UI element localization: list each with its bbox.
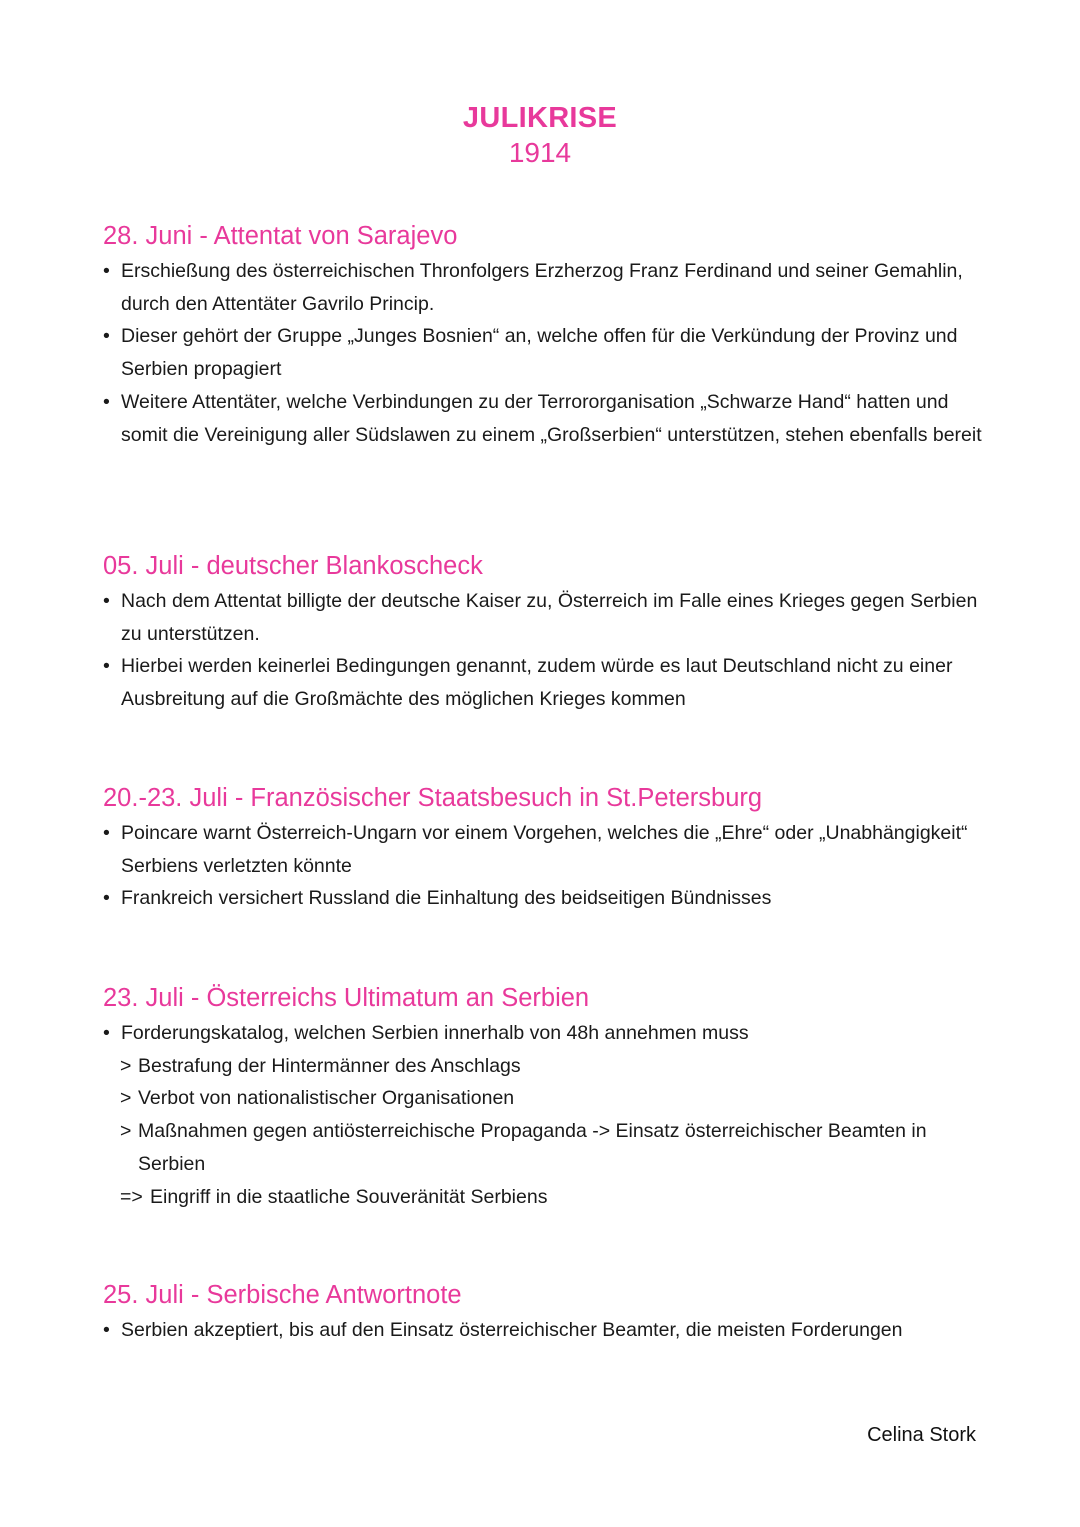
demand-item <box>103 1115 983 1180</box>
bullet-item: • Serbien akzeptiert, bis auf den Einsatz österreichischer Beamter, die meisten Forderungen <box>103 1314 983 1347</box>
bullet-item: • Weitere Attentäter, welche Verbindungen zu der Terrororganisation „Schwarze Hand“ hatten und somit die Vereinigung aller Südslawen zu einem „Großserbien“ unterstützen, stehen ebenfalls bereit <box>103 386 983 451</box>
bullet-list <box>103 585 983 716</box>
section-heading: 05. Juli - deutscher Blankoscheck <box>103 552 483 580</box>
bullet-list <box>103 1017 983 1050</box>
demand-item <box>103 1050 983 1083</box>
bullet-item: • Poincare warnt Österreich-Ungarn vor einem Vorgehen, welches die „Ehre“ oder „Unabhängigkeit“ Serbiens verletzten könnte <box>103 817 983 882</box>
conclusion-item <box>103 1181 983 1214</box>
section-attentat-sarajevo <box>103 219 983 451</box>
section-heading: 28. Juni - Attentat von Sarajevo <box>103 222 458 250</box>
document-header <box>0 100 1080 170</box>
arrow-marker: > <box>120 1120 132 1143</box>
section-antwortnote <box>103 1278 983 1347</box>
arrow-marker: > <box>120 1087 132 1110</box>
section-heading: 23. Juli - Österreichs Ultimatum an Serbien <box>103 984 590 1012</box>
demand-item <box>103 1082 983 1115</box>
bullet-list <box>103 1314 983 1347</box>
arrow-marker: > <box>120 1054 132 1077</box>
bullet-item: • Forderungskatalog, welchen Serbien innerhalb von 48h annehmen muss <box>103 1017 983 1050</box>
bullet-item: • Erschießung des österreichischen Thronfolgers Erzherzog Franz Ferdinand und seiner Gemahlin, durch den Attentäter Gavrilo Princip. <box>103 255 983 320</box>
demand-text: Verbot von nationalistischer Organisationen <box>138 1087 515 1110</box>
section-ultimatum <box>103 981 983 1213</box>
section-heading: 20.-23. Juli - Französischer Staatsbesuch in St.Petersburg <box>103 784 763 812</box>
bullet-item: • Nach dem Attentat billigte der deutsche Kaiser zu, Österreich im Falle eines Krieges gegen Serbien zu unterstützen. <box>103 585 983 650</box>
bullet-item: • Hierbei werden keinerlei Bedingungen genannt, zudem würde es laut Deutschland nicht zu einer Ausbreitung auf die Großmächte des möglichen Krieges kommen <box>103 650 983 715</box>
author-signature: Celina Stork <box>867 1424 976 1446</box>
document-year: 1914 <box>508 137 572 168</box>
section-heading: 25. Juli - Serbische Antwortnote <box>103 1281 462 1309</box>
section-blankoscheck <box>103 549 983 716</box>
demand-list <box>103 1050 983 1214</box>
conclusion-text: Eingriff in die staatliche Souveränität Serbiens <box>150 1185 548 1208</box>
bullet-list <box>103 817 983 915</box>
document-title: JULIKRISE <box>462 102 618 134</box>
section-staatsbesuch <box>103 781 983 915</box>
bullet-item: • Dieser gehört der Gruppe „Junges Bosnien“ an, welche offen für die Verkündung der Provinz und Serbien propagiert <box>103 320 983 385</box>
demand-text: Maßnahmen gegen antiösterreichische Propaganda -> Einsatz österreichischer Beamten in Serbien <box>138 1120 927 1175</box>
bullet-item: • Frankreich versichert Russland die Einhaltung des beidseitigen Bündnisses <box>103 882 983 915</box>
bullet-list <box>103 255 983 451</box>
double-arrow-marker: => <box>120 1185 143 1208</box>
demand-text: Bestrafung der Hintermänner des Anschlags <box>138 1054 521 1077</box>
